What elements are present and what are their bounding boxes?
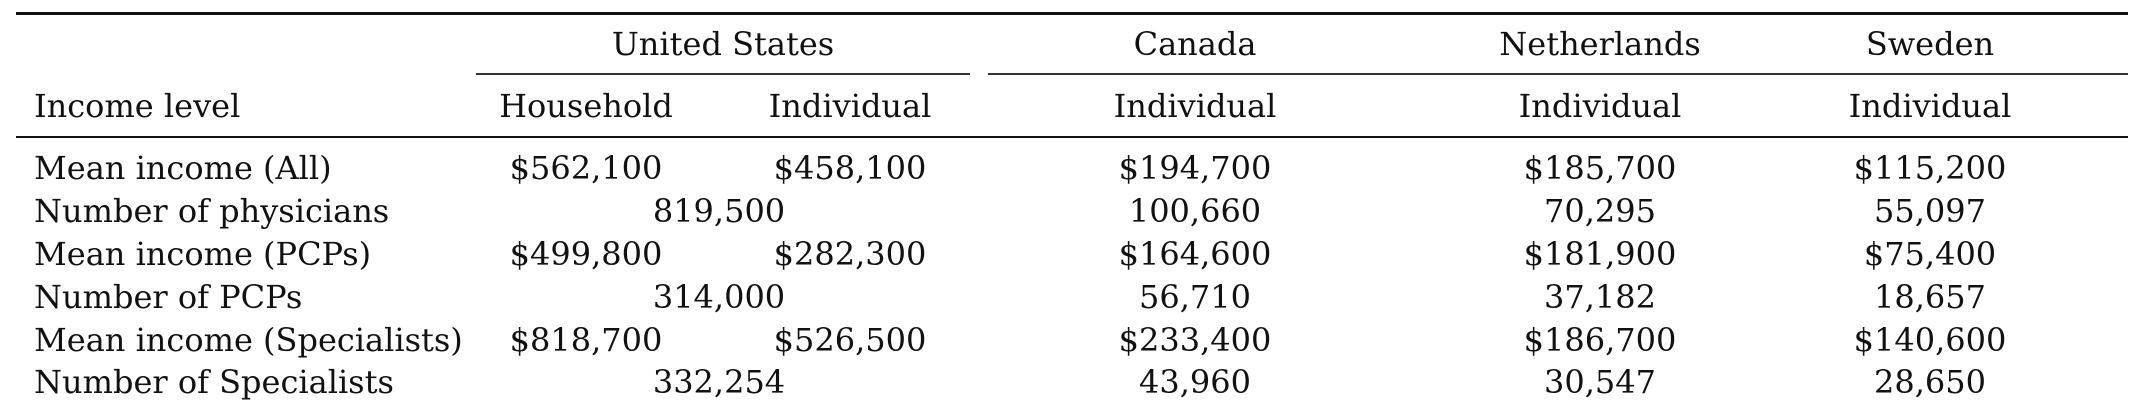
cell-canada: $164,600 bbox=[1118, 235, 1272, 273]
cell-sweden: $115,200 bbox=[1853, 149, 2007, 187]
row-label: Mean income (All) bbox=[34, 149, 332, 187]
column-header-netherlands-individual: Individual bbox=[1518, 87, 1682, 125]
cell-sweden: 28,650 bbox=[1874, 363, 1986, 401]
column-header-us-household: Household bbox=[499, 87, 673, 125]
us-group-rule bbox=[476, 73, 970, 75]
cell-netherlands: 37,182 bbox=[1544, 278, 1656, 316]
cell-canada: 56,710 bbox=[1139, 278, 1251, 316]
cell-netherlands: $181,900 bbox=[1523, 235, 1677, 273]
cell-canada: $194,700 bbox=[1118, 149, 1272, 187]
cell-sweden: $140,600 bbox=[1853, 321, 2007, 359]
cell-us-individual: $526,500 bbox=[773, 321, 927, 359]
cell-sweden: $75,400 bbox=[1863, 235, 1997, 273]
top-rule bbox=[16, 12, 2128, 15]
cell-netherlands: $185,700 bbox=[1523, 149, 1677, 187]
cell-us-merged: 314,000 bbox=[652, 278, 786, 316]
row-label: Mean income (PCPs) bbox=[34, 235, 372, 273]
cell-us-household: $499,800 bbox=[509, 235, 663, 273]
header-rule bbox=[16, 136, 2128, 138]
column-header-canada-individual: Individual bbox=[1113, 87, 1277, 125]
cell-us-household: $562,100 bbox=[509, 149, 663, 187]
other-group-rule bbox=[988, 73, 2128, 75]
row-label: Number of PCPs bbox=[34, 278, 303, 316]
group-header-canada: Canada bbox=[1133, 25, 1257, 63]
cell-us-merged: 332,254 bbox=[652, 363, 786, 401]
cell-us-individual: $458,100 bbox=[773, 149, 927, 187]
column-header-income-level: Income level bbox=[34, 87, 241, 125]
cell-us-household: $818,700 bbox=[509, 321, 663, 359]
cell-us-individual: $282,300 bbox=[773, 235, 927, 273]
cell-sweden: 55,097 bbox=[1874, 192, 1986, 230]
cell-sweden: 18,657 bbox=[1874, 278, 1986, 316]
row-label: Number of physicians bbox=[34, 192, 390, 230]
column-header-sweden-individual: Individual bbox=[1848, 87, 2012, 125]
column-header-us-individual: Individual bbox=[768, 87, 932, 125]
cell-canada: 100,660 bbox=[1128, 192, 1262, 230]
group-header-united-states: United States bbox=[611, 25, 835, 63]
cell-netherlands: 70,295 bbox=[1544, 192, 1656, 230]
cell-netherlands: $186,700 bbox=[1523, 321, 1677, 359]
group-header-sweden: Sweden bbox=[1865, 25, 1995, 63]
cell-netherlands: 30,547 bbox=[1544, 363, 1656, 401]
row-label: Mean income (Specialists) bbox=[34, 321, 463, 359]
cell-us-merged: 819,500 bbox=[652, 192, 786, 230]
row-label: Number of Specialists bbox=[34, 363, 394, 401]
cell-canada: 43,960 bbox=[1139, 363, 1251, 401]
group-header-netherlands: Netherlands bbox=[1499, 25, 1701, 63]
cell-canada: $233,400 bbox=[1118, 321, 1272, 359]
